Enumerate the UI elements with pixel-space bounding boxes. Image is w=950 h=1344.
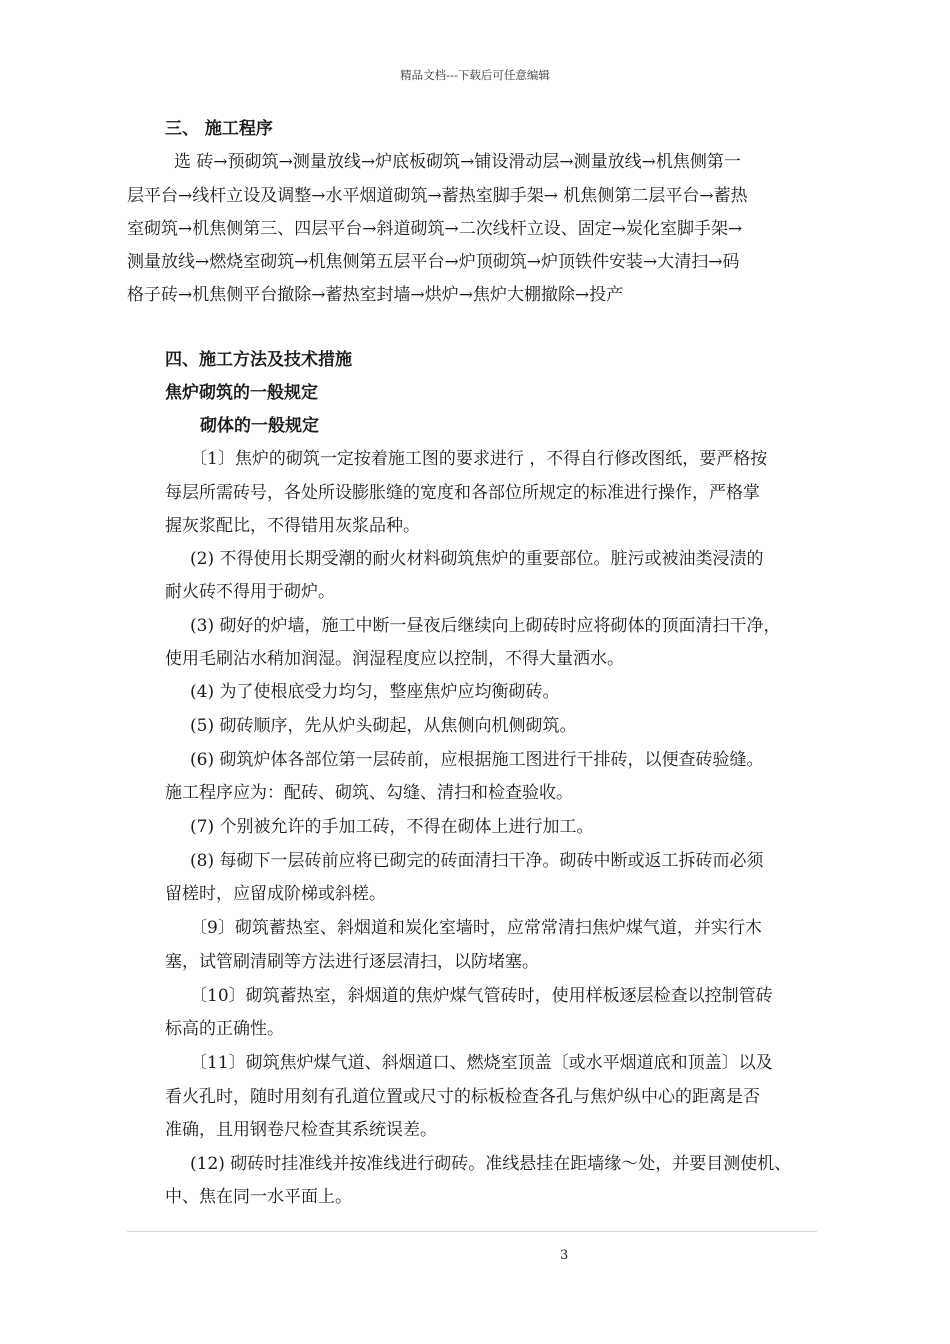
- paragraph-line: 每层所需砖号，各处所设膨胀缝的宽度和各部位所规定的标准进行操作，严格掌: [165, 483, 760, 503]
- section-3-line: 选 砖→预砌筑→测量放线→炉底板砌筑→铺设滑动层→测量放线→机焦侧第一: [174, 152, 741, 172]
- paragraph-line: (4) 为了使根底受力均匀，整座焦炉应均衡砌砖。: [190, 682, 560, 702]
- paragraph-line: 使用毛刷沾水稍加润湿。润湿程度应以控制，不得大量洒水。: [165, 649, 624, 669]
- paragraph-line: 塞，试管刷清刷等方法进行逐层清扫，以防堵塞。: [165, 952, 539, 972]
- paragraph-line: 留槎时，应留成阶梯或斜槎。: [165, 884, 386, 904]
- paragraph-line: 〔11〕砌筑焦炉煤气道、斜烟道口、燃烧室顶盖〔或水平烟道底和顶盖〕以及: [190, 1053, 773, 1073]
- section-3-line: 室砌筑→机焦侧第三、四层平台→斜道砌筑→二次线杆立设、固定→炭化室脚手架→: [127, 219, 743, 239]
- paragraph-line: 看火孔时，随时用刻有孔道位置或尺寸的标板检查各孔与焦炉纵中心的距离是否: [165, 1087, 760, 1107]
- paragraph-line: 中、焦在同一水平面上。: [165, 1187, 352, 1207]
- paragraph-line: 耐火砖不得用于砌炉。: [165, 582, 335, 602]
- section-3-title: 三、 施工程序: [165, 119, 273, 139]
- paragraph-line: 〔9〕砌筑蓄热室、斜烟道和炭化室墙时，应常常清扫焦炉煤气道，并实行木: [190, 918, 762, 938]
- paragraph-line: 标高的正确性。: [165, 1019, 284, 1039]
- section-4-subsubtitle: 砌体的一般规定: [200, 416, 319, 436]
- paragraph-line: (5) 砌砖顺序，先从炉头砌起，从焦侧向机侧砌筑。: [190, 716, 577, 736]
- section-4-subtitle: 焦炉砌筑的一般规定: [165, 383, 318, 403]
- section-3-line: 层平台→线杆立设及调整→水平烟道砌筑→蓄热室脚手架→ 机焦侧第二层平台→蓄热: [127, 186, 748, 206]
- paragraph-line: 施工程序应为：配砖、砌筑、勾缝、清扫和检查验收。: [165, 783, 573, 803]
- section-3-line: 格子砖→机焦侧平台撤除→蓄热室封墙→烘炉→焦炉大棚撤除→投产: [127, 285, 624, 305]
- paragraph-line: 握灰浆配比，不得错用灰浆品种。: [165, 516, 420, 536]
- paragraph-line: (8) 每砌下一层砖前应将已砌完的砖面清扫干净。砌砖中断或返工拆砖而必须: [190, 851, 764, 871]
- section-3-line: 测量放线→燃烧室砌筑→机焦侧第五层平台→炉顶砌筑→炉顶铁件安装→大清扫→码: [127, 252, 740, 272]
- paragraph-line: 准确，且用钢卷尺检查其系统误差。: [165, 1120, 437, 1140]
- paragraph-line: 〔10〕砌筑蓄热室，斜烟道的焦炉煤气管砖时，使用样板逐层检查以控制管砖: [190, 986, 773, 1006]
- paragraph-line: (7) 个别被允许的手加工砖，不得在砌体上进行加工。: [190, 817, 594, 837]
- section-4-title: 四、施工方法及技术措施: [165, 350, 352, 370]
- paragraph-line: (2) 不得使用长期受潮的耐火材料砌筑焦炉的重要部位。脏污或被油类浸渍的: [190, 549, 764, 569]
- paragraph-line: (12) 砌砖时挂准线并按准线进行砌砖。准线悬挂在距墙缘～处，并要目测使机、: [190, 1154, 792, 1174]
- paragraph-line: (6) 砌筑炉体各部位第一层砖前，应根据施工图进行干排砖，以便查砖验缝。: [190, 750, 764, 770]
- paragraph-line: 〔1〕焦炉的砌筑一定按着施工图的要求进行 ，不得自行修改图纸，要严格按: [190, 449, 768, 469]
- page-header: 精品文档---下载后可任意编辑: [400, 68, 550, 82]
- footer-divider: [127, 1231, 817, 1232]
- page-number: 3: [560, 1248, 569, 1263]
- paragraph-line: (3) 砌好的炉墙，施工中断一昼夜后继续向上砌砖时应将砌体的顶面清扫干净，: [190, 616, 781, 636]
